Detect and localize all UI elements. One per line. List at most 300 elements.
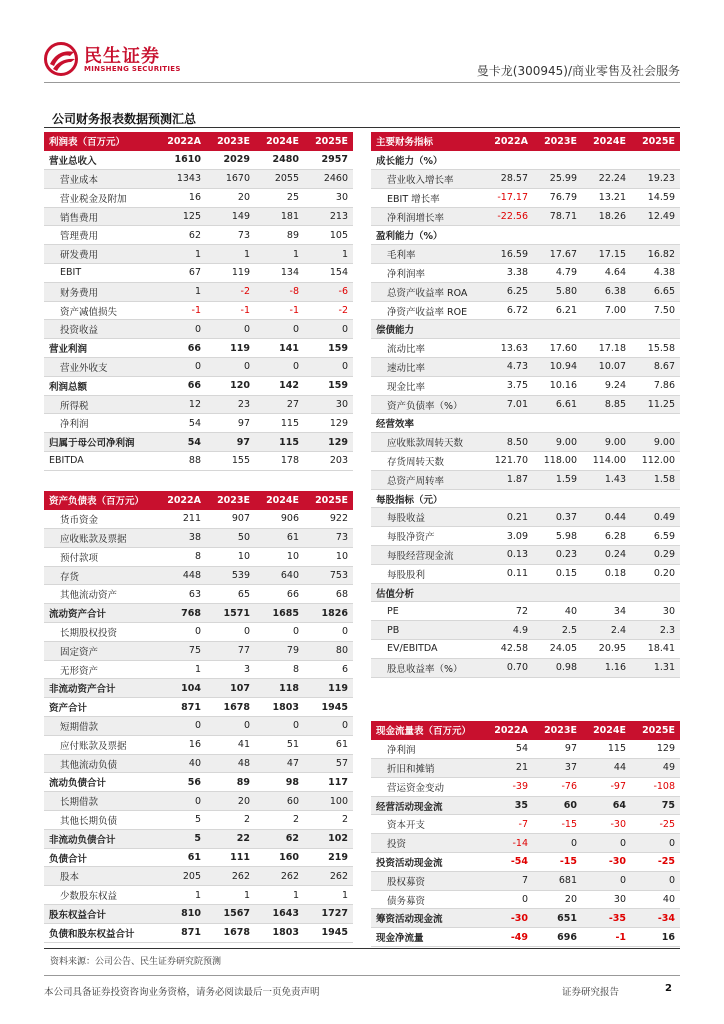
value-cell: 1.58	[631, 470, 680, 489]
table-row	[371, 489, 680, 508]
value-cell: 16.59	[484, 245, 533, 264]
row-label: 每股股利	[371, 564, 484, 583]
value-cell: 0.20	[631, 564, 680, 583]
value-cell: 25	[255, 188, 304, 207]
value-cell: 810	[157, 905, 206, 924]
value-cell: 60	[255, 792, 304, 811]
table-row	[44, 452, 353, 471]
value-cell: 20	[206, 792, 255, 811]
value-cell: 640	[255, 566, 304, 585]
table-row	[371, 188, 680, 207]
logo-en-text: MINSHENG SECURITIES	[84, 65, 181, 73]
value-cell: 48	[206, 754, 255, 773]
value-cell	[631, 414, 680, 433]
value-cell	[582, 583, 631, 602]
row-label: 营业税金及附加	[44, 188, 157, 207]
year-header-cell: 2022A	[484, 132, 533, 151]
value-cell: 20.95	[582, 640, 631, 659]
row-label: 速动比率	[371, 358, 484, 377]
value-cell: 6.28	[582, 527, 631, 546]
table-row	[44, 792, 353, 811]
row-label: 应付账款及票据	[44, 735, 157, 754]
value-cell: -34	[631, 909, 680, 928]
value-cell: 0	[206, 717, 255, 736]
value-cell: 40	[533, 602, 582, 621]
value-cell: 2460	[304, 170, 353, 189]
year-header-cell: 2025E	[304, 491, 353, 510]
value-cell: 8.85	[582, 395, 631, 414]
row-label: 所得税	[44, 395, 157, 414]
table-row	[44, 923, 353, 942]
table-row	[371, 301, 680, 320]
value-cell: 6.65	[631, 282, 680, 301]
row-label: 营业外收支	[44, 358, 157, 377]
value-cell: 7.86	[631, 376, 680, 395]
value-cell: 61	[304, 735, 353, 754]
value-cell: 5	[157, 811, 206, 830]
year-header-cell: 2024E	[582, 132, 631, 151]
year-header-cell: 2023E	[206, 132, 255, 151]
value-cell: 17.18	[582, 339, 631, 358]
footer-report-type: 证券研究报告	[562, 987, 620, 998]
value-cell: 0.13	[484, 546, 533, 565]
table-row	[44, 339, 353, 358]
value-cell: 681	[533, 871, 582, 890]
value-cell: -108	[631, 777, 680, 796]
row-label: 长期股权投资	[44, 623, 157, 642]
value-cell: 1.43	[582, 470, 631, 489]
value-cell: 129	[304, 433, 353, 452]
value-cell: 61	[157, 848, 206, 867]
value-cell: 115	[255, 433, 304, 452]
row-label: 负债合计	[44, 848, 157, 867]
table-row	[44, 207, 353, 226]
value-cell: 6.61	[533, 395, 582, 414]
value-cell: 1343	[157, 170, 206, 189]
row-label: 折旧和摊销	[371, 759, 484, 778]
value-cell: 24.05	[533, 640, 582, 659]
value-cell: -1	[157, 301, 206, 320]
value-cell: 1610	[157, 151, 206, 170]
footer-disclaimer: 本公司具备证券投资咨询业务资格，请务必阅读最后一页免责声明	[44, 987, 320, 998]
value-cell	[631, 151, 680, 170]
value-cell: 1945	[304, 923, 353, 942]
year-header-cell: 2025E	[304, 132, 353, 151]
value-cell: 51	[255, 735, 304, 754]
table-row	[371, 621, 680, 640]
value-cell: 159	[304, 376, 353, 395]
value-cell: 2055	[255, 170, 304, 189]
value-cell: 0	[206, 320, 255, 339]
value-cell: 7.00	[582, 301, 631, 320]
value-cell: 77	[206, 641, 255, 660]
value-cell: 9.00	[631, 433, 680, 452]
value-cell: 73	[304, 529, 353, 548]
table-row	[371, 853, 680, 872]
value-cell: 23	[206, 395, 255, 414]
table-row	[371, 909, 680, 928]
value-cell	[484, 226, 533, 245]
row-label: 财务费用	[44, 282, 157, 301]
table-row	[44, 547, 353, 566]
value-cell: 38	[157, 529, 206, 548]
value-cell: 62	[255, 829, 304, 848]
year-header-cell: 2025E	[631, 132, 680, 151]
value-cell: 10	[304, 547, 353, 566]
value-cell: 44	[582, 759, 631, 778]
table-title-cell: 主要财务指标	[371, 132, 484, 151]
value-cell: 64	[582, 796, 631, 815]
value-cell: 9.24	[582, 376, 631, 395]
value-cell: 6.72	[484, 301, 533, 320]
value-cell: 22.24	[582, 170, 631, 189]
value-cell: 448	[157, 566, 206, 585]
value-cell	[582, 489, 631, 508]
table-row	[44, 829, 353, 848]
value-cell: 0	[582, 834, 631, 853]
table-row	[371, 928, 680, 947]
value-cell: 129	[304, 414, 353, 433]
value-cell: 1727	[304, 905, 353, 924]
value-cell: 1803	[255, 698, 304, 717]
value-cell: -6	[304, 282, 353, 301]
table-row	[44, 585, 353, 604]
value-cell: 159	[304, 339, 353, 358]
value-cell: 7.50	[631, 301, 680, 320]
value-cell: 10	[255, 547, 304, 566]
row-label: PB	[371, 621, 484, 640]
value-cell: 89	[206, 773, 255, 792]
year-header-cell: 2023E	[206, 491, 255, 510]
value-cell: 1.59	[533, 470, 582, 489]
value-cell: 11.25	[631, 395, 680, 414]
value-cell: -2	[206, 282, 255, 301]
value-cell: 97	[206, 433, 255, 452]
row-label: 股权募资	[371, 871, 484, 890]
value-cell: -22.56	[484, 207, 533, 226]
value-cell: 0.49	[631, 508, 680, 527]
value-cell: 1	[255, 886, 304, 905]
table-row	[371, 546, 680, 565]
value-cell: -1	[582, 928, 631, 947]
value-cell: 49	[631, 759, 680, 778]
value-cell: 80	[304, 641, 353, 660]
table-row	[371, 282, 680, 301]
row-label: 现金净流量	[371, 928, 484, 947]
value-cell: -15	[533, 815, 582, 834]
value-cell: 1	[206, 245, 255, 264]
value-cell: 10	[206, 547, 255, 566]
value-cell: 1.87	[484, 470, 533, 489]
table-header-row	[44, 132, 353, 151]
value-cell: -17.17	[484, 188, 533, 207]
value-cell: 4.9	[484, 621, 533, 640]
logo-cn-text: 民生证券	[84, 46, 160, 67]
row-label: 总资产收益率 ROA	[371, 282, 484, 301]
table-row	[371, 527, 680, 546]
value-cell: 97	[533, 740, 582, 759]
value-cell: 1826	[304, 604, 353, 623]
value-cell: 0	[304, 358, 353, 377]
year-header-cell: 2022A	[157, 132, 206, 151]
value-cell: 871	[157, 923, 206, 942]
row-label: 无形资产	[44, 660, 157, 679]
value-cell: 4.38	[631, 264, 680, 283]
row-label: 营业总收入	[44, 151, 157, 170]
table-row	[44, 358, 353, 377]
table-row	[44, 226, 353, 245]
value-cell: 8	[255, 660, 304, 679]
value-cell: 5.98	[533, 527, 582, 546]
value-cell: 0.98	[533, 658, 582, 677]
value-cell: 262	[304, 867, 353, 886]
row-label: 非流动负债合计	[44, 829, 157, 848]
value-cell: 6.38	[582, 282, 631, 301]
value-cell: 178	[255, 452, 304, 471]
row-label: 存货	[44, 566, 157, 585]
value-cell: 6.21	[533, 301, 582, 320]
value-cell: 1	[157, 282, 206, 301]
value-cell: 0.18	[582, 564, 631, 583]
value-cell: 0	[304, 717, 353, 736]
value-cell: 1685	[255, 604, 304, 623]
value-cell: 1.16	[582, 658, 631, 677]
table-row	[371, 226, 680, 245]
value-cell: 50	[206, 529, 255, 548]
table-row	[44, 623, 353, 642]
table-row	[371, 602, 680, 621]
row-label: 净利润	[44, 414, 157, 433]
value-cell: 18.41	[631, 640, 680, 659]
table-row	[44, 811, 353, 830]
year-header-cell: 2025E	[631, 721, 680, 740]
row-label: 营业利润	[44, 339, 157, 358]
value-cell	[582, 151, 631, 170]
year-header-cell: 2024E	[582, 721, 631, 740]
value-cell: 119	[206, 339, 255, 358]
table-row	[44, 264, 353, 283]
value-cell: 79	[255, 641, 304, 660]
table-row	[44, 433, 353, 452]
value-cell: 907	[206, 510, 255, 529]
table-row	[44, 188, 353, 207]
value-cell: 2	[255, 811, 304, 830]
value-cell: 62	[157, 226, 206, 245]
value-cell: 19.23	[631, 170, 680, 189]
value-cell: 0	[631, 834, 680, 853]
value-cell: 0	[255, 358, 304, 377]
value-cell: 73	[206, 226, 255, 245]
value-cell: 107	[206, 679, 255, 698]
value-cell	[631, 489, 680, 508]
value-cell	[484, 489, 533, 508]
year-header-cell: 2022A	[157, 491, 206, 510]
value-cell: 9.00	[533, 433, 582, 452]
year-header-cell: 2023E	[533, 721, 582, 740]
value-cell: 2	[206, 811, 255, 830]
value-cell: 28.57	[484, 170, 533, 189]
row-label: 营运资金变动	[371, 777, 484, 796]
table-row	[44, 414, 353, 433]
row-label: 少数股东权益	[44, 886, 157, 905]
value-cell: 111	[206, 848, 255, 867]
value-cell: 35	[484, 796, 533, 815]
value-cell: 0.70	[484, 658, 533, 677]
value-cell: 14.59	[631, 188, 680, 207]
value-cell: 105	[304, 226, 353, 245]
table-row	[371, 640, 680, 659]
table-row	[44, 604, 353, 623]
table-row	[371, 358, 680, 377]
value-cell: 21	[484, 759, 533, 778]
value-cell: 0	[255, 623, 304, 642]
value-cell: 66	[255, 585, 304, 604]
row-label: 估值分析	[371, 583, 484, 602]
value-cell: -49	[484, 928, 533, 947]
value-cell: 37	[533, 759, 582, 778]
row-label: 盈利能力（%）	[371, 226, 484, 245]
value-cell: 3.09	[484, 527, 533, 546]
value-cell: 142	[255, 376, 304, 395]
row-label: 成长能力（%）	[371, 151, 484, 170]
row-label: 投资	[371, 834, 484, 853]
value-cell: -54	[484, 853, 533, 872]
value-cell: 2.4	[582, 621, 631, 640]
data-source-note: 资料来源：公司公告、民生证券研究院预测	[50, 957, 222, 967]
row-label: EBITDA	[44, 452, 157, 471]
value-cell: 1	[157, 660, 206, 679]
table-row	[371, 658, 680, 677]
value-cell: 10.94	[533, 358, 582, 377]
table-row	[371, 815, 680, 834]
value-cell: 2029	[206, 151, 255, 170]
value-cell: 61	[255, 529, 304, 548]
row-label: 利润总额	[44, 376, 157, 395]
row-label: EV/EBITDA	[371, 640, 484, 659]
value-cell: 117	[304, 773, 353, 792]
table-row	[44, 848, 353, 867]
value-cell: 100	[304, 792, 353, 811]
table-row	[44, 151, 353, 170]
value-cell: 47	[255, 754, 304, 773]
value-cell: 539	[206, 566, 255, 585]
table-row	[371, 871, 680, 890]
row-label: 预付款项	[44, 547, 157, 566]
value-cell: 78.71	[533, 207, 582, 226]
value-cell: 753	[304, 566, 353, 585]
value-cell	[631, 226, 680, 245]
value-cell: 97	[206, 414, 255, 433]
value-cell: 20	[206, 188, 255, 207]
value-cell: -7	[484, 815, 533, 834]
year-header-cell: 2023E	[533, 132, 582, 151]
value-cell: 203	[304, 452, 353, 471]
value-cell: 1803	[255, 923, 304, 942]
value-cell: 66	[157, 339, 206, 358]
value-cell: 8.50	[484, 433, 533, 452]
value-cell: 4.79	[533, 264, 582, 283]
row-label: 应收账款及票据	[44, 529, 157, 548]
table-title-cell: 现金流量表（百万元）	[371, 721, 484, 740]
value-cell: 56	[157, 773, 206, 792]
value-cell: 42.58	[484, 640, 533, 659]
table-row	[371, 414, 680, 433]
table-row	[44, 510, 353, 529]
value-cell: 57	[304, 754, 353, 773]
row-label: 其他流动资产	[44, 585, 157, 604]
row-label: 资产合计	[44, 698, 157, 717]
value-cell: -39	[484, 777, 533, 796]
value-cell: 768	[157, 604, 206, 623]
value-cell: 1.31	[631, 658, 680, 677]
value-cell: 141	[255, 339, 304, 358]
table-row	[371, 376, 680, 395]
row-label: 每股净资产	[371, 527, 484, 546]
value-cell: 0	[582, 871, 631, 890]
value-cell	[533, 414, 582, 433]
value-cell: 651	[533, 909, 582, 928]
value-cell: 40	[157, 754, 206, 773]
value-cell: 134	[255, 264, 304, 283]
value-cell: -1	[255, 301, 304, 320]
value-cell: 120	[206, 376, 255, 395]
financial-ratios-table	[371, 132, 680, 678]
table-row	[44, 886, 353, 905]
row-label: EBIT 增长率	[371, 188, 484, 207]
value-cell: 3	[206, 660, 255, 679]
table-row	[44, 301, 353, 320]
row-label: 归属于母公司净利润	[44, 433, 157, 452]
row-label: 偿债能力	[371, 320, 484, 339]
value-cell: -8	[255, 282, 304, 301]
value-cell: 118.00	[533, 452, 582, 471]
row-label: 债务募资	[371, 890, 484, 909]
table-row	[371, 740, 680, 759]
value-cell: 0	[255, 320, 304, 339]
value-cell: 262	[255, 867, 304, 886]
value-cell: 0	[206, 358, 255, 377]
value-cell: 0.15	[533, 564, 582, 583]
value-cell: 17.60	[533, 339, 582, 358]
value-cell: 1	[157, 245, 206, 264]
value-cell: -1	[206, 301, 255, 320]
table-header-row	[44, 491, 353, 510]
row-label: 毛利率	[371, 245, 484, 264]
row-label: 存货周转天数	[371, 452, 484, 471]
value-cell: 114.00	[582, 452, 631, 471]
value-cell: 40	[631, 890, 680, 909]
row-label: 资产减值损失	[44, 301, 157, 320]
value-cell	[582, 226, 631, 245]
value-cell: 906	[255, 510, 304, 529]
value-cell: 119	[304, 679, 353, 698]
value-cell: 0	[206, 623, 255, 642]
value-cell: 1571	[206, 604, 255, 623]
value-cell: 76.79	[533, 188, 582, 207]
value-cell: 922	[304, 510, 353, 529]
table-row	[44, 641, 353, 660]
value-cell: 18.26	[582, 207, 631, 226]
row-label: 股本	[44, 867, 157, 886]
value-cell: 4.73	[484, 358, 533, 377]
table-row	[371, 777, 680, 796]
table-row	[44, 754, 353, 773]
year-header-cell: 2024E	[255, 132, 304, 151]
table-row	[371, 264, 680, 283]
value-cell: 30	[304, 395, 353, 414]
row-label: EBIT	[44, 264, 157, 283]
value-cell: 115	[582, 740, 631, 759]
